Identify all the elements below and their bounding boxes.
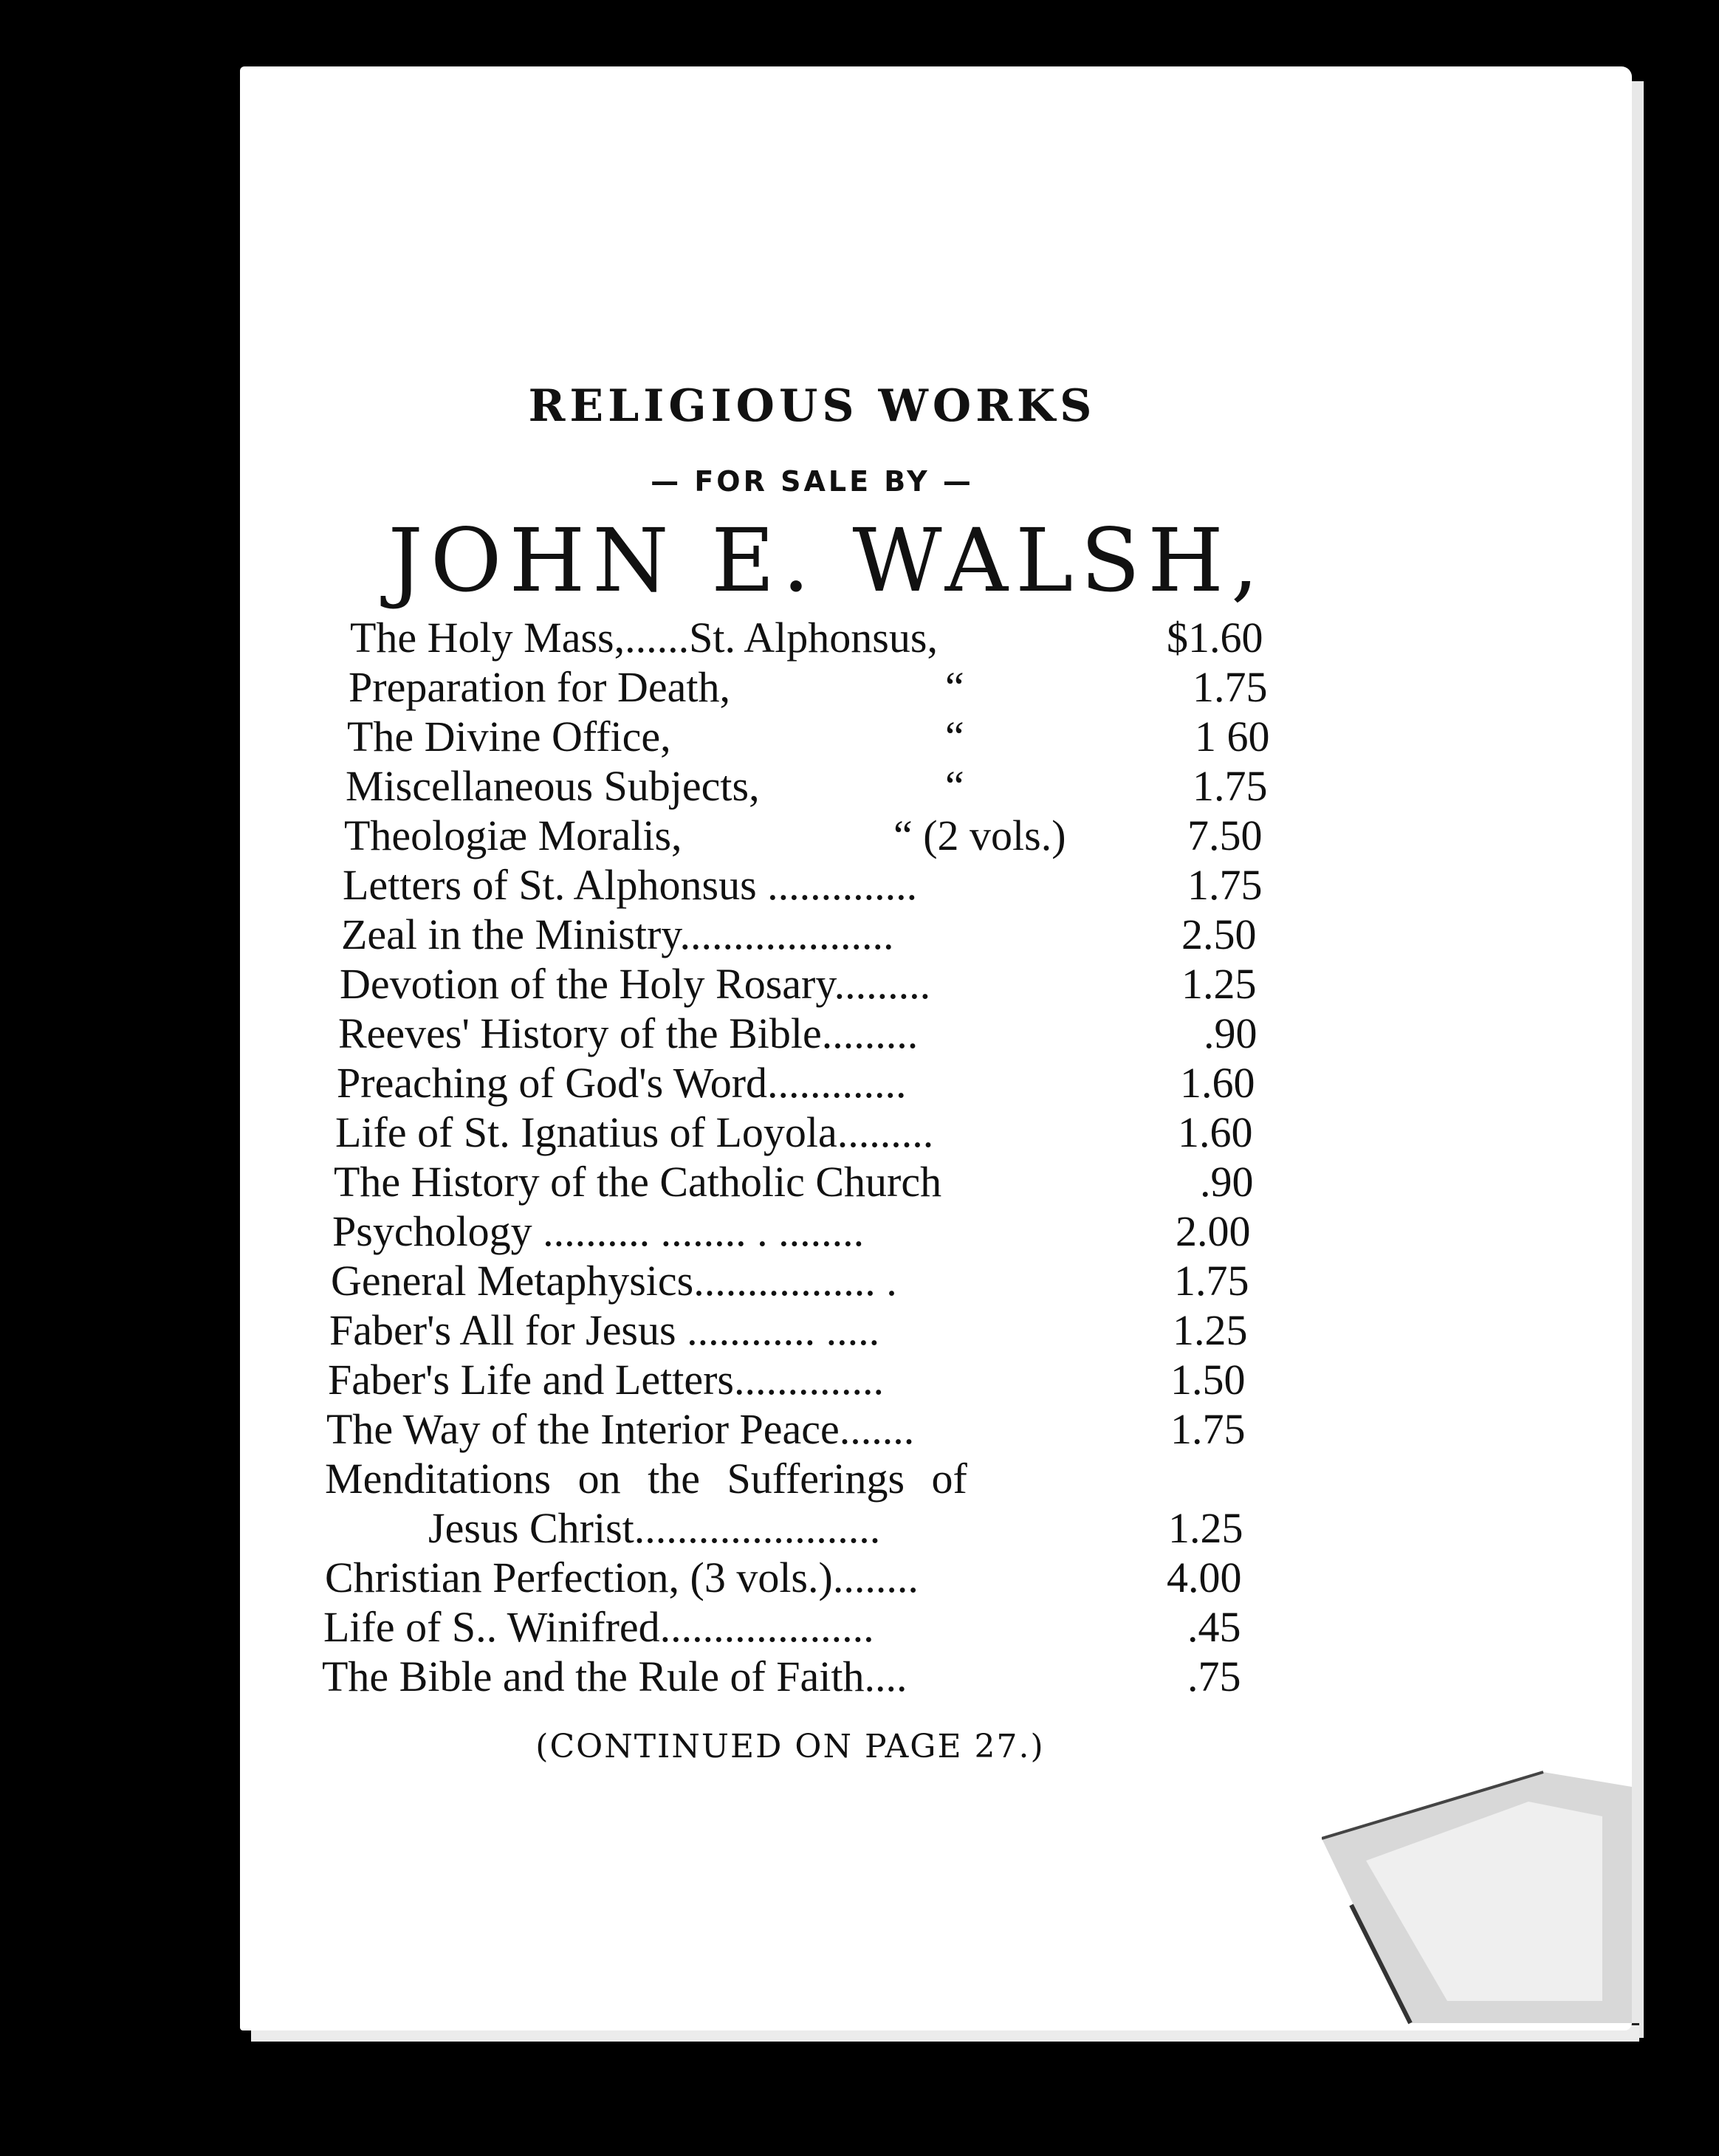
book-price: 1 60 <box>1195 713 1270 761</box>
book-title: Preaching of God's Word............. <box>337 1059 907 1107</box>
book-title: Devotion of the Holy Rosary......... <box>340 960 931 1008</box>
ditto-mark: “ <box>945 762 964 810</box>
book-title: Life of S.. Winifred.................... <box>323 1603 874 1651</box>
ditto-mark: “ <box>945 663 964 711</box>
book-row <box>325 613 1285 665</box>
book-title: Menditations on the Sufferings of <box>325 1455 967 1503</box>
book-price: 2.50 <box>1181 910 1257 958</box>
book-row <box>325 761 1285 813</box>
book-price: 1.25 <box>1173 1306 1248 1354</box>
book-row <box>325 959 1285 1011</box>
for-sale-by-line: — FOR SALE BY — <box>651 465 974 498</box>
book-price: 1.75 <box>1187 861 1263 909</box>
book-price: 4.00 <box>1167 1554 1242 1601</box>
book-title: Life of St. Ignatius of Loyola......... <box>335 1108 934 1156</box>
continued-note: (CONTINUED ON PAGE 27.) <box>535 1728 1045 1765</box>
book-row <box>325 1157 1285 1209</box>
book-row <box>325 1256 1285 1308</box>
book-price: .75 <box>1187 1652 1241 1700</box>
book-price: 1.75 <box>1174 1257 1249 1305</box>
book-row <box>325 1503 1285 1555</box>
book-price: 1.75 <box>1170 1405 1246 1453</box>
book-price: 1.25 <box>1181 960 1257 1008</box>
book-title: Faber's All for Jesus ............ ..... <box>329 1306 880 1354</box>
ditto-mark: “ <box>945 713 964 761</box>
book-price: 1.75 <box>1193 762 1268 810</box>
book-row <box>325 910 1285 961</box>
book-title: Miscellaneous Subjects, <box>346 762 760 810</box>
book-title: Faber's Life and Letters.............. <box>328 1356 884 1404</box>
book-price: 2.00 <box>1176 1207 1251 1255</box>
book-title: The Holy Mass,......St. Alphonsus, <box>350 614 938 662</box>
book-price: .90 <box>1204 1009 1257 1057</box>
book-price: 1.25 <box>1168 1504 1243 1552</box>
book-title: Theologiæ Moralis, <box>344 811 682 859</box>
worn-corner-decoration <box>1322 1757 1639 2038</box>
book-title: The Bible and the Rule of Faith.... <box>322 1652 907 1700</box>
book-title: Psychology .......... ........ . ........ <box>332 1207 865 1255</box>
book-title: Letters of St. Alphonsus .............. <box>343 861 918 909</box>
book-row <box>325 1404 1285 1456</box>
book-price: 1.60 <box>1180 1059 1255 1107</box>
book-title: The Divine Office, <box>347 713 671 761</box>
book-title: Jesus Christ....................... <box>428 1504 881 1552</box>
store-heading: RELIGIOUS WORKS <box>528 380 1097 432</box>
book-row <box>325 1454 1285 1506</box>
book-title: Zeal in the Ministry.................... <box>341 910 894 958</box>
book-row <box>325 1553 1285 1604</box>
book-price: 7.50 <box>1187 811 1263 859</box>
book-title: Christian Perfection, (3 vols.)........ <box>325 1554 919 1601</box>
book-row <box>325 1602 1285 1654</box>
book-title: Preparation for Death, <box>349 663 730 711</box>
book-title: The Way of the Interior Peace....... <box>326 1405 915 1453</box>
book-row <box>325 712 1285 763</box>
book-row <box>325 1206 1285 1258</box>
book-row <box>325 1355 1285 1407</box>
book-price: 1.50 <box>1170 1356 1246 1404</box>
book-row <box>325 860 1285 912</box>
book-price: .45 <box>1187 1603 1241 1651</box>
book-title: General Metaphysics................. . <box>331 1257 897 1305</box>
book-row <box>325 1108 1285 1159</box>
book-title: The History of the Catholic Church <box>334 1158 942 1206</box>
book-price: $1.60 <box>1167 614 1263 662</box>
book-row <box>325 662 1285 714</box>
book-row <box>325 811 1285 862</box>
book-title: Reeves' History of the Bible......... <box>338 1009 919 1057</box>
book-row <box>325 1305 1285 1357</box>
volume-note: “ (2 vols.) <box>893 811 1066 859</box>
seller-name: JOHN E. WALSH, <box>388 509 1266 611</box>
book-row <box>322 1652 1285 1703</box>
book-price: .90 <box>1200 1158 1254 1206</box>
book-price: 1.60 <box>1178 1108 1253 1156</box>
book-price: 1.75 <box>1193 663 1268 711</box>
book-row <box>325 1058 1285 1110</box>
book-row <box>325 1009 1285 1060</box>
